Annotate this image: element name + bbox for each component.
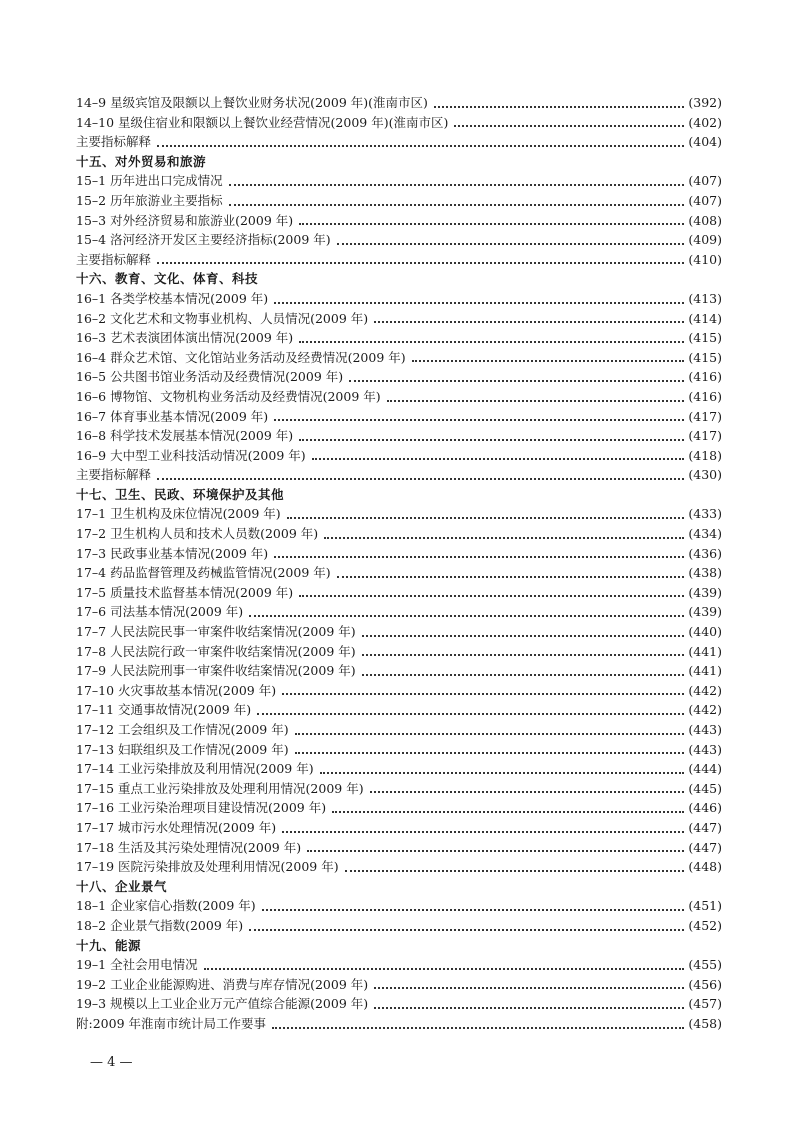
- toc-page-number: (402): [688, 114, 722, 130]
- toc-section-heading: 十五、对外贸易和旅游: [76, 153, 207, 169]
- toc-page-number: (452): [688, 917, 722, 933]
- toc-entry[interactable]: [76, 563, 722, 583]
- toc-entry[interactable]: [76, 622, 722, 642]
- dot-leader: [345, 870, 685, 872]
- dot-leader: [274, 556, 684, 558]
- dot-leader: [274, 419, 684, 421]
- toc-entry[interactable]: [76, 896, 722, 916]
- toc-entry[interactable]: [76, 230, 722, 250]
- toc-entry-title: 19–1 全社会用电情况: [76, 957, 198, 973]
- toc-entry-title: 17–12 工会组织及工作情况(2009 年): [76, 722, 289, 737]
- toc-entry-title: 18–1 企业家信心指数(2009 年): [76, 898, 256, 914]
- dot-leader: [157, 262, 684, 264]
- toc-page-number: (415): [688, 330, 722, 346]
- toc-entry[interactable]: [76, 387, 722, 407]
- toc-entry[interactable]: [76, 328, 722, 348]
- toc-entry[interactable]: [76, 211, 722, 231]
- toc-page-number: (441): [688, 643, 722, 659]
- toc-page-number: (409): [688, 232, 722, 248]
- toc-page-number: (458): [688, 1015, 722, 1031]
- toc-entry-title: 14–10 星级住宿业和限额以上餐饮业经营情况(2009 年)(淮南市区): [76, 114, 449, 130]
- toc-page-number: (408): [688, 212, 722, 228]
- toc-entry-title: 18–2 企业景气指数(2009 年): [76, 917, 244, 933]
- toc-entry[interactable]: [76, 798, 722, 818]
- toc-page-number: (404): [688, 134, 722, 150]
- dot-leader: [157, 478, 684, 480]
- toc-page-number: (456): [688, 976, 722, 992]
- toc-page-number: (436): [688, 545, 722, 561]
- toc-section-heading: 十七、卫生、民政、环境保护及其他: [76, 486, 285, 502]
- toc-entry-title: 17–8 人民法院行政一审案件收结案情况(2009 年): [76, 643, 356, 659]
- dot-leader: [287, 517, 685, 519]
- toc-page-number: (444): [688, 761, 722, 777]
- dot-leader: [362, 635, 685, 637]
- toc-page-number: (445): [688, 780, 722, 796]
- toc-entry-title: 17–9 人民法院刑事一审案件收结案情况(2009 年): [76, 663, 356, 679]
- toc-entry-title: 主要指标解释: [76, 251, 152, 267]
- toc-entry-title: 16–9 大中型工业科技活动情况(2009 年): [76, 447, 306, 463]
- toc-entry[interactable]: [76, 779, 722, 799]
- toc-page-number: (392): [688, 95, 722, 110]
- toc-entry[interactable]: [76, 407, 722, 427]
- toc-page-number: (417): [688, 408, 722, 424]
- dot-leader: [337, 576, 685, 578]
- toc-entry-title: 14–9 星级宾馆及限额以上餐饮业财务状况(2009 年)(淮南市区): [76, 95, 428, 110]
- toc-page-number: (413): [688, 290, 722, 306]
- toc-entry-title: 17–3 民政事业基本情况(2009 年): [76, 545, 269, 561]
- toc-page-number: (430): [688, 467, 722, 483]
- dot-leader: [454, 125, 684, 127]
- toc-entry-title: 17–15 重点工业污染排放及处理利用情况(2009 年): [76, 780, 364, 796]
- toc-entry-title: 16–2 文化艺术和文物事业机构、人员情况(2009 年): [76, 310, 369, 326]
- toc-entry[interactable]: [76, 309, 722, 329]
- toc-page-number: (407): [688, 173, 722, 189]
- toc-page-number: (455): [688, 957, 722, 973]
- table-of-contents: [76, 93, 722, 1034]
- toc-page-number: (442): [688, 702, 722, 718]
- dot-leader: [370, 791, 685, 793]
- toc-entry-title: 16–1 各类学校基本情况(2009 年): [76, 290, 269, 306]
- toc-entry-title: 15–2 历年旅游业主要指标: [76, 192, 223, 208]
- toc-page-number: (434): [688, 526, 722, 542]
- toc-page-number: (407): [688, 192, 722, 208]
- toc-section-heading: 十九、能源: [76, 937, 142, 953]
- toc-entry-title: 17–1 卫生机构及床位情况(2009 年): [76, 506, 281, 522]
- dot-leader: [299, 223, 684, 225]
- toc-entry[interactable]: [76, 681, 722, 701]
- toc-entry[interactable]: [76, 642, 722, 662]
- dot-leader: [374, 321, 684, 323]
- dot-leader: [229, 204, 685, 206]
- toc-entry-title: 附:2009 年淮南市统计局工作要事: [76, 1015, 266, 1031]
- dot-leader: [282, 831, 684, 833]
- dot-leader: [374, 1007, 684, 1009]
- toc-entry[interactable]: [76, 113, 722, 133]
- toc-entry-title: 16–6 博物馆、文物机构业务活动及经费情况(2009 年): [76, 388, 381, 404]
- toc-page-number: (417): [688, 428, 722, 444]
- toc-entry[interactable]: [76, 975, 722, 995]
- dot-leader: [434, 106, 685, 108]
- dot-leader: [324, 537, 684, 539]
- toc-page-number: (415): [688, 349, 722, 365]
- toc-entry-title: 16–3 艺术表演团体演出情况(2009 年): [76, 330, 294, 346]
- toc-entry-title: 17–2 卫生机构人员和技术人员数(2009 年): [76, 526, 319, 542]
- dot-leader: [274, 302, 684, 304]
- toc-entry-title: 16–5 公共图书馆业务活动及经费情况(2009 年): [76, 369, 344, 385]
- toc-entry-title: 16–4 群众艺术馆、文化馆站业务活动及经费情况(2009 年): [76, 349, 406, 365]
- toc-entry[interactable]: [76, 838, 722, 858]
- toc-page-number: (439): [688, 604, 722, 620]
- toc-entry[interactable]: [76, 465, 722, 485]
- toc-entry[interactable]: [76, 740, 722, 760]
- toc-entry-title: 15–1 历年进出口完成情况: [76, 173, 223, 189]
- toc-page-number: (416): [688, 369, 722, 385]
- toc-entry-title: 17–5 质量技术监督基本情况(2009 年): [76, 584, 294, 600]
- toc-entry-title: 17–19 医院污染排放及处理利用情况(2009 年): [76, 859, 339, 875]
- toc-entry[interactable]: [76, 602, 722, 622]
- dot-leader: [282, 693, 684, 695]
- toc-entry-title: 17–18 生活及其污染处理情况(2009 年): [76, 839, 302, 855]
- toc-entry[interactable]: [76, 132, 722, 152]
- dot-leader: [299, 341, 684, 343]
- dot-leader: [157, 145, 684, 147]
- toc-page-number: (414): [688, 310, 722, 326]
- toc-entry[interactable]: [76, 955, 722, 975]
- toc-entry[interactable]: [76, 348, 722, 368]
- toc-entry-title: 17–7 人民法院民事一审案件收结案情况(2009 年): [76, 624, 356, 640]
- toc-entry[interactable]: [76, 524, 722, 544]
- toc-page-number: (448): [688, 859, 722, 875]
- toc-entry[interactable]: [76, 759, 722, 779]
- toc-page-number: (457): [688, 996, 722, 1012]
- dot-leader: [257, 713, 684, 715]
- toc-entry[interactable]: [76, 583, 722, 603]
- dot-leader: [204, 968, 685, 970]
- toc-page-number: (443): [688, 722, 722, 737]
- toc-entry[interactable]: [76, 426, 722, 446]
- dot-leader: [362, 654, 685, 656]
- dot-leader: [299, 595, 684, 597]
- dot-leader: [299, 439, 684, 441]
- toc-entry-title: 15–3 对外经济贸易和旅游业(2009 年): [76, 212, 294, 228]
- page-number: — 4 —: [90, 1055, 133, 1070]
- toc-page-number: (418): [688, 447, 722, 463]
- toc-section-heading: 十六、教育、文化、体育、科技: [76, 271, 259, 287]
- toc-page-number: (443): [688, 741, 722, 757]
- toc-entry-title: 17–17 城市污水处理情况(2009 年): [76, 819, 277, 835]
- toc-page-number: (447): [688, 839, 722, 855]
- toc-page-number: (433): [688, 506, 722, 522]
- toc-entry[interactable]: [76, 93, 722, 113]
- toc-page-number: (441): [688, 663, 722, 679]
- toc-entry[interactable]: [76, 916, 722, 936]
- toc-entry-title: 17–10 火灾事故基本情况(2009 年): [76, 682, 277, 698]
- toc-entry[interactable]: [76, 544, 722, 564]
- dot-leader: [387, 400, 685, 402]
- toc-entry-title: 17–13 妇联组织及工作情况(2009 年): [76, 741, 289, 757]
- dot-leader: [320, 772, 685, 774]
- toc-page-number: (410): [688, 251, 722, 267]
- toc-page-number: (438): [688, 565, 722, 581]
- toc-entry[interactable]: [76, 250, 722, 270]
- toc-entry[interactable]: [76, 289, 722, 309]
- toc-entry-title: 主要指标解释: [76, 467, 152, 483]
- toc-entry[interactable]: [76, 700, 722, 720]
- toc-entry[interactable]: [76, 191, 722, 211]
- toc-page-number: (416): [688, 388, 722, 404]
- toc-entry-title: 16–8 科学技术发展基本情况(2009 年): [76, 428, 294, 444]
- toc-entry-title: 17–6 司法基本情况(2009 年): [76, 604, 244, 620]
- dot-leader: [349, 380, 684, 382]
- toc-page-number: (446): [688, 800, 722, 816]
- toc-entry-title: 主要指标解释: [76, 134, 152, 150]
- dot-leader: [229, 184, 685, 186]
- toc-section-heading: 十八、企业景气: [76, 878, 168, 894]
- toc-entry-title: 15–4 洛河经济开发区主要经济指标(2009 年): [76, 232, 331, 248]
- dot-leader: [337, 243, 685, 245]
- dot-leader: [262, 909, 685, 911]
- dot-leader: [307, 850, 684, 852]
- dot-leader: [249, 929, 684, 931]
- toc-entry[interactable]: [76, 446, 722, 466]
- toc-page-number: (442): [688, 682, 722, 698]
- toc-entry[interactable]: [76, 720, 722, 740]
- dot-leader: [332, 811, 684, 813]
- dot-leader: [362, 674, 685, 676]
- toc-entry[interactable]: [76, 1014, 722, 1034]
- toc-entry-title: 19–3 规模以上工业企业万元产值综合能源(2009 年): [76, 996, 369, 1012]
- toc-entry-title: 17–16 工业污染治理项目建设情况(2009 年): [76, 800, 327, 816]
- toc-page-number: (451): [688, 898, 722, 914]
- toc-entry[interactable]: [76, 857, 722, 877]
- toc-entry-title: 17–14 工业污染排放及利用情况(2009 年): [76, 761, 314, 777]
- toc-page-number: (440): [688, 624, 722, 640]
- dot-leader: [295, 733, 685, 735]
- toc-entry[interactable]: [76, 171, 722, 191]
- dot-leader: [249, 615, 684, 617]
- toc-entry-title: 17–11 交通事故情况(2009 年): [76, 702, 252, 718]
- toc-entry[interactable]: [76, 994, 722, 1014]
- dot-leader: [374, 987, 684, 989]
- dot-leader: [272, 1027, 684, 1029]
- toc-entry[interactable]: [76, 661, 722, 681]
- toc-page-number: (439): [688, 584, 722, 600]
- toc-entry[interactable]: [76, 504, 722, 524]
- dot-leader: [312, 458, 685, 460]
- dot-leader: [412, 360, 685, 362]
- dot-leader: [295, 752, 685, 754]
- toc-entry[interactable]: [76, 367, 722, 387]
- toc-page-number: (447): [688, 819, 722, 835]
- toc-entry-title: 16–7 体育事业基本情况(2009 年): [76, 408, 269, 424]
- toc-entry[interactable]: [76, 818, 722, 838]
- toc-entry-title: 17–4 药品监督管理及药械监管情况(2009 年): [76, 565, 331, 581]
- toc-entry-title: 19–2 工业企业能源购进、消费与库存情况(2009 年): [76, 976, 369, 992]
